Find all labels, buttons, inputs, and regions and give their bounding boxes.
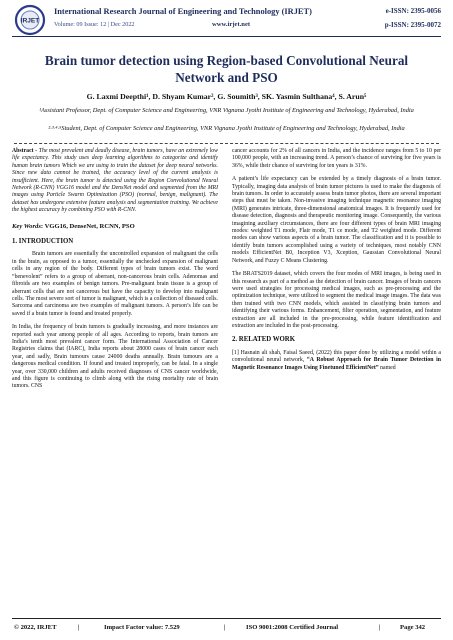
abstract-text: The most prevalent and deadly disease, brain tumors, have an extremely low life expectancy. This study uses deep learning algorithms to categorize and identify human brain tumors Which we are using to train the dataset for deep neural networks. Since new data cannot be trained, the accuracy level of the current analysis is insufficient. Here, the brain tumor is detected using the Region Convolutional Neural Network (R-CNN) VGG16 model and the DensNet model and segmented from the MRI images using Particle Swarm Optimization (PSO) (normal, benign, malignant). The dataset has undergone extensive feature analysis and segmentation training. We achieve the highest accuracy by combining PSO with R-CNN. xyxy=(12,148,219,214)
section-separator xyxy=(14,143,439,144)
footer-separator: | xyxy=(78,624,80,631)
e-issn: e-ISSN: 2395-0056 xyxy=(385,7,441,15)
footer-separator: | xyxy=(224,624,226,631)
p-issn: p-ISSN: 2395-0072 xyxy=(384,21,441,29)
footer-divider xyxy=(12,618,441,619)
right-column xyxy=(232,148,441,378)
left-column xyxy=(12,148,218,397)
volume-issue: Volume: 09 Issue: 12 | Dec 2022 xyxy=(54,21,135,28)
body-paragraph-1: cancer accounts for 2% of all cancers in India, and the incidence ranges from 5 to 10 per 100,000 people, with an increasing trend. A person’s chance of surviving for five years is 36%, while their chance of surviving for ten years is 31%. xyxy=(232,148,441,169)
section-heading-introduction: 1. INTRODUCTION xyxy=(12,238,74,246)
keywords-text: : VGG16, DenseNet, RCNN, PSO xyxy=(40,222,135,230)
body-paragraph-2: A patient’s life expectancy can be extended by a timely diagnosis of a brain tumor. Typically, imaging data analysis of brain tumor pictures is used to make the diagnosis of brain tumors. In order to accurately assess brain tumor photos, there are several important steps that must be taken. Non-invasive imaging technique magnetic resonance imaging (MRI) generates intricate, three-dimensional anatomical images. It is frequently used for disease detection, diagnosis and therapeutic monitoring image. Consequently, the various imagining auxiliary circumstances, there are four different types of brain MRI imaging modes: weighted T1 mode, Flair mode, T1 ce mode, and T2 weighted mode. Different modes can show various aspects of a brain tumor. The classification and it is possible to identify brain tumors accomplished using a variety of techniques, most notably CNN models EfficientNet B0, Inception V3, Xception, Gaussian Convolutional Neural Network, and Fuzzy C Means Clustering. xyxy=(232,176,441,264)
related-work-cited-title: “A Robust Approach for Brain Tumor Detection in Magnetic Resonance Images Using Finetuned EfficientNet” xyxy=(232,357,441,371)
related-work-tail: named xyxy=(378,364,396,371)
footer-impact-factor: Impact Factor value: 7.529 xyxy=(104,624,180,631)
footer-copyright: © 2022, IRJET xyxy=(14,624,57,631)
affiliation-2: ²·³·⁴·⁵Student, Dept. of Computer Science and Engineering, VNR Vignana Jyothi Institute of Engineering and Technology, Hyderabad, India xyxy=(48,125,405,132)
author-list: G. Laxmi Deepthi¹, D. Shyam Kumar², G. Soumith³, SK. Yasmin Sulthana⁴, S. Arun⁵ xyxy=(86,92,367,101)
intro-paragraph-2: In India, the frequency of brain tumors is gradually increasing, and more instances are reported each year among people of all ages. According to reports, brain tumors are India’s tenth most prevalent cancer form. The International Association of Cancer Registries claims that (IARC), India reports about 28000 cases of brain cancer each year, and sadly, Brain tumours cause 24000 deaths annually. Brain tumours are a dangerous medical condition. If found and treated improperly, can be fatal. In a single year, over 330,000 children and adults received diagnoses of CNS cancer worldwide, and this figure is continuing to climb along with the rising mortality rate of brain tumors. CNS xyxy=(12,324,218,390)
footer-page-number: Page 342 xyxy=(400,624,426,631)
abstract xyxy=(12,148,218,215)
svg-text:IRJET: IRJET xyxy=(20,17,40,25)
keywords xyxy=(12,223,218,230)
journal-header xyxy=(0,0,453,38)
footer-separator: | xyxy=(379,624,381,631)
intro-paragraph-1: Brain tumors are essentially the uncontrolled expansion of malignant the cells in the brain, as opposed to a tumor, essentially the unchecked expansion of malignant cells in any region of the body. Different types of brain tumors exist. The word “benevolent” refers to a group of aberrant, non-cancerous brain cells. Adenomas and fibroids are two examples of benign tumors. Pre-malignant brain tissue is a group of aberrant cells that are not cancerous but have the capacity to develop into malignant cells. The most severe sort of tumor is malignant, which is a collection of diseased cells. Sarcoma and carcinoma are two examples of malignant tumors. A person’s life can be saved if a brain tumor is found and treated properly. xyxy=(12,251,218,317)
related-work-paragraph xyxy=(232,350,441,372)
footer-iso: ISO 9001:2008 Certified Journal xyxy=(246,624,339,631)
affiliation-1: ¹Assistant Professor, Dept. of Computer Science and Engineering, VNR Vignana Jyothi Institute of Engineering and Technology, Hyderabad, India xyxy=(39,107,414,114)
body-paragraph-3: The BRATS2019 dataset, which covers the four modes of MRI images, is being used in this research as part of a method as the detection of brain cancer. Images of brain cancers were used strategies for processing medical images, such as pre-processing and the optimization technique, were utilized to segment the medical image images. The data was then trained with two CNN models, which assisted in classifying brain tumors and identifying their various forms. Enhancement, filter operation, segmentation, and feature extraction are all included in the pre-processing, while feature identification and extraction are included in the post-processing. xyxy=(232,271,441,329)
header-divider xyxy=(12,36,441,37)
irjet-logo xyxy=(14,4,46,36)
related-work-text: [1] Hasnain ali shah, Faisal Saeed, (2022) this paper done by utilizing a model within a convolutional neural network, xyxy=(232,349,441,364)
journal-website[interactable]: www.irjet.net xyxy=(212,21,251,28)
paper-title: Brain tumor detection using Region-based Convolutional Neural Network and PSO xyxy=(44,53,409,85)
abstract-label: Abstract - xyxy=(12,148,38,154)
journal-name: International Research Journal of Engineering and Technology (IRJET) xyxy=(54,7,312,16)
keywords-label: Key Words xyxy=(12,222,41,230)
section-heading-related-work: 2. RELATED WORK xyxy=(232,336,296,344)
